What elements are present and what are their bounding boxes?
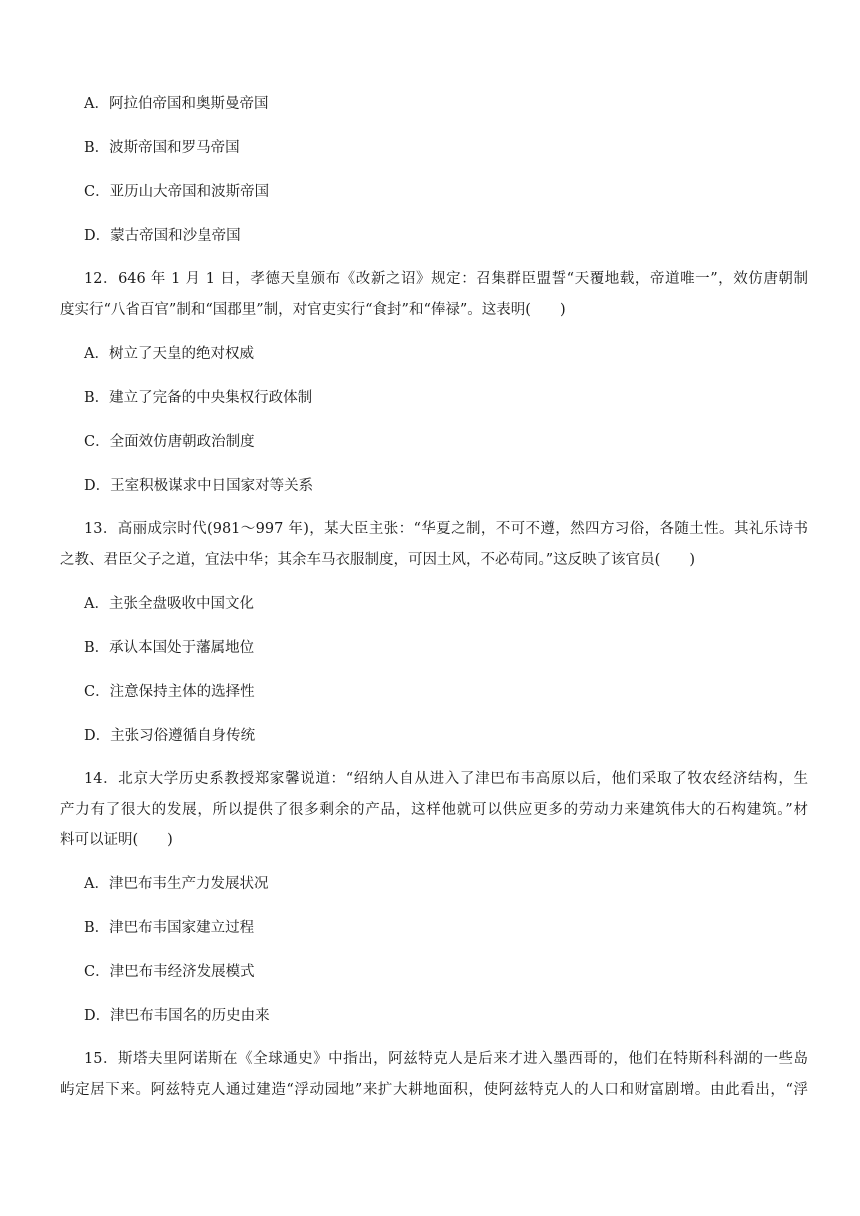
q13-option-d: D．主张习俗遵循自身传统 [84, 728, 256, 744]
q14-option-d: D．津巴布韦国名的历史由来 [84, 1008, 270, 1024]
q13-stem-line-2: 之教、君臣父子之道，宜法中华；其余车马衣服制度，可因土风，不必苟同。”这反映了该官员( ) [60, 552, 695, 568]
q14-option-b: B．津巴布韦国家建立过程 [84, 920, 255, 936]
q14-stem-line-2: 产力有了很大的发展，所以提供了很多剩余的产品，这样他就可以供应更多的劳动力来建筑伟大的石构建筑。”材 [60, 802, 808, 818]
q13-option-c: C．注意保持主体的选择性 [84, 684, 255, 700]
q14-option-c: C．津巴布韦经济发展模式 [84, 964, 255, 980]
q15-stem-line-2: 屿定居下来。阿兹特克人通过建造“浮动园地”来扩大耕地面积，使阿兹特克人的人口和财富剧增。由此看出，“浮 [60, 1082, 808, 1098]
q12-option-d: D．王室积极谋求中日国家对等关系 [84, 478, 314, 494]
q13-stem-line-1: 13．高丽成宗时代(981～997 年)，某大臣主张：“华夏之制，不可不遵，然四方习俗，各随土性。其礼乐诗书 [84, 521, 808, 537]
q12-stem-line-2: 度实行“八省百官”制和“国郡里”制，对官吏实行“食封”和“俸禄”。这表明( ) [60, 302, 566, 318]
q12-stem-line-1: 12．646 年 1 月 1 日，孝德天皇颁布《改新之诏》规定：召集群臣盟誓“天覆地载，帝道唯一”，效仿唐朝制 [84, 271, 808, 287]
q14-stem-line-1: 14．北京大学历史系教授郑家馨说道：“绍纳人自从进入了津巴布韦高原以后，他们采取了牧农经济结构，生 [84, 771, 808, 787]
q12-option-a: A．树立了天皇的绝对权威 [84, 346, 254, 362]
q12-option-c: C．全面效仿唐朝政治制度 [84, 434, 255, 450]
q15-stem-line-1: 15．斯塔夫里阿诺斯在《全球通史》中指出，阿兹特克人是后来才进入墨西哥的，他们在特斯科科湖的一些岛 [84, 1051, 808, 1067]
q12-option-b: B．建立了完备的中央集权行政体制 [84, 390, 313, 406]
q11-option-d: D．蒙古帝国和沙皇帝国 [84, 228, 241, 244]
q14-option-a: A．津巴布韦生产力发展状况 [84, 876, 269, 892]
q14-stem-line-3: 料可以证明( ) [60, 832, 173, 848]
q13-option-b: B．承认本国处于藩属地位 [84, 640, 255, 656]
q11-option-c: C．亚历山大帝国和波斯帝国 [84, 184, 270, 200]
q11-option-a: A．阿拉伯帝国和奥斯曼帝国 [84, 96, 269, 112]
q11-option-b: B．波斯帝国和罗马帝国 [84, 140, 240, 156]
q13-option-a: A．主张全盘吸收中国文化 [84, 596, 254, 612]
